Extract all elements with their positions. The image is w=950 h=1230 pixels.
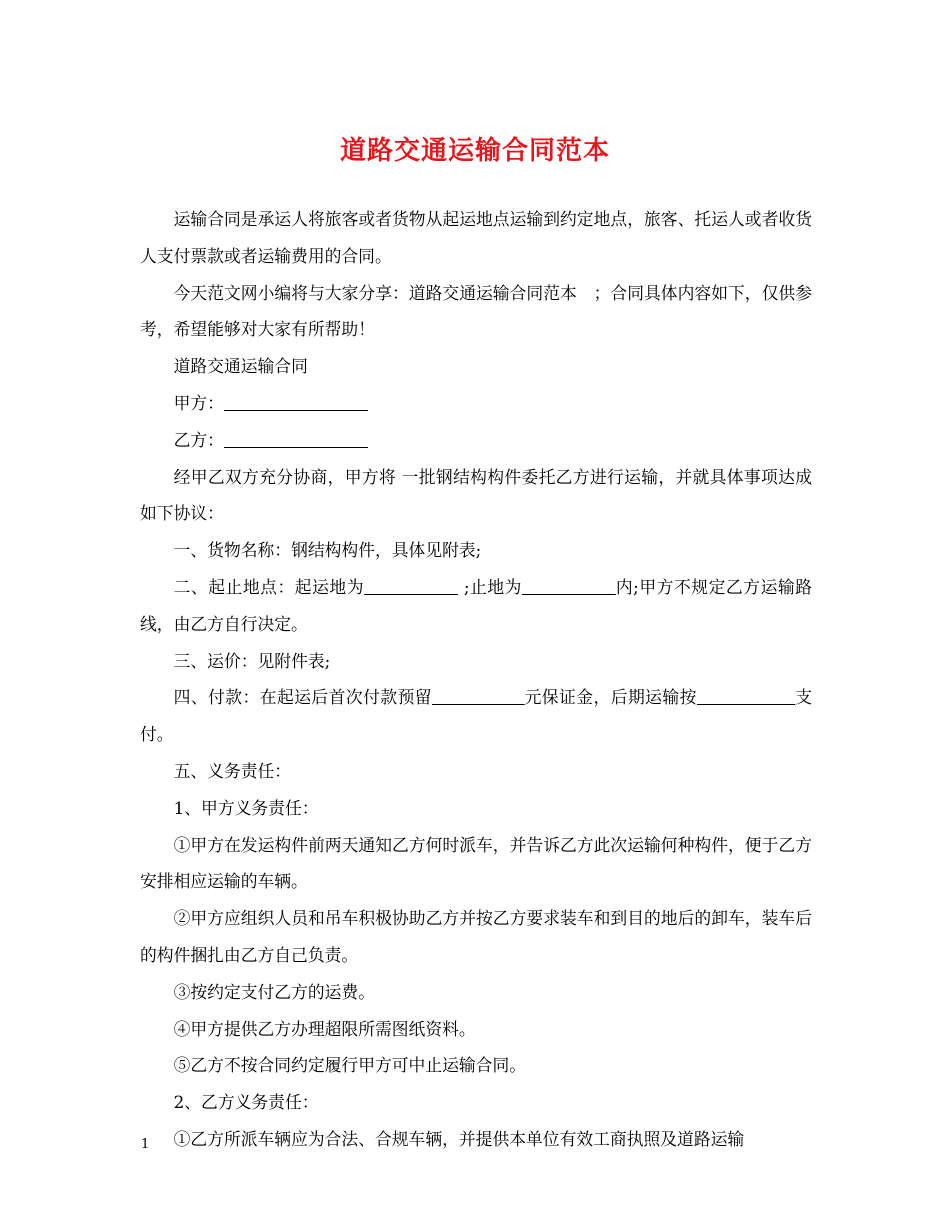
clause-payment-text-c: 支付。	[140, 687, 812, 745]
party-a-obligations-heading: 1、甲方义务责任：	[173, 797, 319, 818]
party-b-blank	[224, 430, 368, 450]
clause-obligations: 五、义务责任：	[173, 760, 292, 781]
clause-goods-name: 一、货物名称：钢结构构件，具体见附表;	[173, 540, 482, 561]
document-body	[140, 201, 812, 1158]
contract-heading: 道路交通运输合同	[173, 356, 308, 377]
paragraph-share: 今天范文网小编将与大家分享：道路交通运输合同范本 ；合同具体内容如下，仅供参考，希望能够对大家有所帮助！	[140, 282, 812, 340]
page-number: 1	[141, 1137, 150, 1152]
clause-payment-text-a: 四、付款：在起运后首次付款预留	[173, 687, 433, 708]
deposit-blank	[432, 687, 525, 707]
clause-locations-text-a: 二、起止地点：起运地为	[173, 576, 365, 597]
clause-locations	[140, 569, 812, 643]
document-title: 道路交通运输合同范本	[339, 136, 610, 166]
destination-blank	[522, 577, 616, 597]
payment-method-blank	[697, 687, 795, 707]
party-a-blank	[224, 393, 368, 413]
clause-payment	[140, 679, 812, 753]
clause-locations-text-b: ;止地为	[457, 576, 522, 597]
party-b-label: 乙方：	[173, 429, 224, 450]
origin-blank	[364, 577, 458, 597]
party-b-obligations-heading: 2、乙方义务责任：	[173, 1092, 319, 1113]
party-a-obligation-2: ②甲方应组织人员和吊车积极协助乙方并按乙方要求装车和到目的地后的卸车，装车后的构件捆扎由乙方自己负责。	[140, 908, 812, 965]
party-a-obligation-1: ①甲方在发运构件前两天通知乙方何时派车，并告诉乙方此次运输何种构件，便于乙方安排相应运输的车辆。	[140, 834, 812, 892]
clause-price: 三、运价：见附件表;	[173, 650, 331, 671]
party-a-obligation-3: ③按约定支付乙方的运费。	[173, 981, 375, 1002]
party-a-line	[140, 385, 812, 422]
paragraph-agreement: 经甲乙双方充分协商，甲方将 一批钢结构构件委托乙方进行运输，并就具体事项达成如下协议：	[140, 466, 812, 524]
party-b-line	[140, 422, 812, 459]
clause-payment-text-b: 元保证金，后期运输按	[524, 687, 697, 708]
paragraph-intro: 运输合同是承运人将旅客或者货物从起运地点运输到约定地点，旅客、托运人或者收货人支付票款或者运输费用的合同。	[140, 209, 812, 266]
clause-locations-text-c: 内;甲方不规定乙方运输路线，由乙方自行决定。	[140, 576, 812, 634]
party-b-obligation-1: ①乙方所派车辆应为合法、合规车辆，并提供本单位有效工商执照及道路运输	[173, 1128, 745, 1149]
party-a-label: 甲方：	[173, 392, 224, 413]
party-a-obligation-5: ⑤乙方不按合同约定履行甲方可中止运输合同。	[173, 1055, 527, 1076]
party-a-obligation-4: ④甲方提供乙方办理超限所需图纸资料。	[173, 1018, 476, 1039]
